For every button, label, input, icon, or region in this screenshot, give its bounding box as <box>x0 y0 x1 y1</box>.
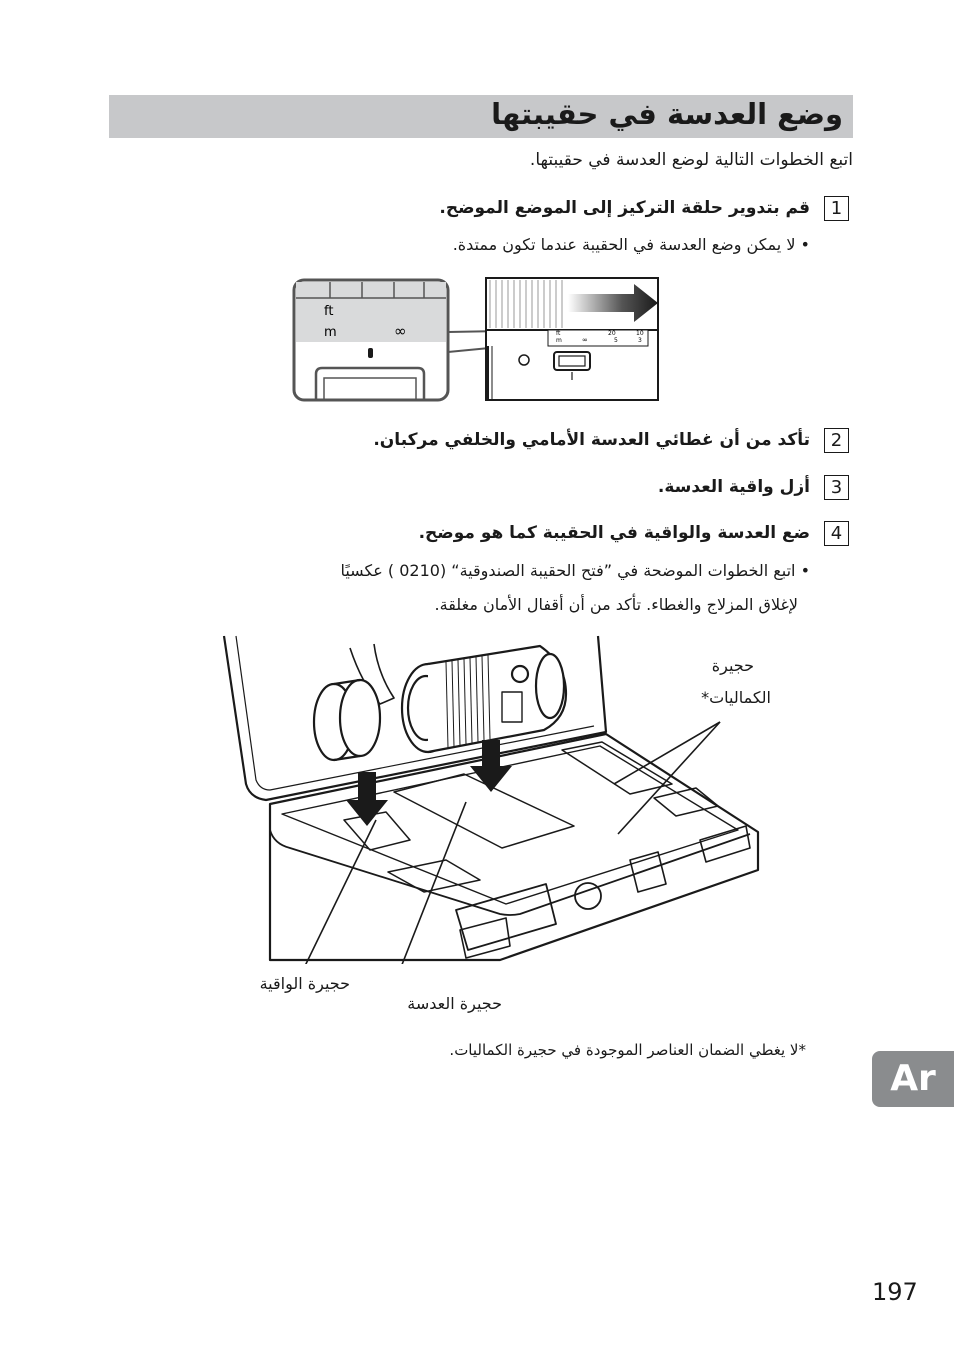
focus-index-mark <box>368 348 373 358</box>
step-number-2: 2 <box>824 428 849 453</box>
step-number-3: 3 <box>824 475 849 500</box>
barrel-m: m <box>556 337 562 344</box>
label-accessory-compartment-line-2: الكماليات* <box>701 688 771 707</box>
barrel-ft: ft <box>556 330 561 337</box>
language-tab: Ar <box>872 1051 954 1107</box>
barrel-inf: ∞ <box>582 336 588 344</box>
step-1-bullet: • لا يمكن وضع العدسة في الحقيبة عندما تكون ممتدة. <box>452 235 810 254</box>
footnote: *لا يغطي الضمان العناصر الموجودة في حجيرة الكماليات. <box>449 1041 806 1059</box>
step-number-4: 4 <box>824 521 849 546</box>
step-number-1: 1 <box>824 196 849 221</box>
section-title: وضع العدسة في حقيبتها <box>491 97 843 131</box>
label-accessory-compartment-line-1: حجيرة <box>711 656 754 675</box>
step-4-text: ضع العدسة والواقية في الحقيبة كما هو موضح. <box>418 523 810 543</box>
step-4-bullet-line-2: لإغلاق المزلاج والغطاء. تأكد من أن أقفال الأمان مغلقة. <box>434 595 798 614</box>
label-lens-compartment: حجيرة العدسة <box>407 994 502 1013</box>
intro-text: اتبع الخطوات التالية لوضع العدسة في حقيبتها. <box>529 150 853 170</box>
barrel-3: 3 <box>638 337 642 344</box>
zoom-infinity-label: ∞ <box>394 322 407 340</box>
case-figure <box>210 634 770 964</box>
label-hood-compartment: حجيرة الواقية <box>259 974 350 993</box>
step-1-text: قم بتدوير حلقة التركيز إلى الموضع الموضح. <box>439 198 810 218</box>
barrel-10: 10 <box>636 330 644 337</box>
zoom-m-label: m <box>324 325 337 340</box>
focus-ring-figure <box>290 276 670 404</box>
step-3-text: أزل واقية العدسة. <box>657 477 810 497</box>
zoom-ft-label: ft <box>324 304 334 319</box>
section-title-bar <box>109 95 853 138</box>
barrel-5: 5 <box>614 337 618 344</box>
step-4-bullet-line-1: • اتبع الخطوات الموضحة في ”فتح الحقيبة الصندوقية“ (0210 ) عكسيًا <box>340 561 810 580</box>
step-2-text: تأكد من أن غطائي العدسة الأمامي والخلفي مركبان. <box>373 430 810 450</box>
page-number: 197 <box>872 1278 918 1306</box>
barrel-20: 20 <box>608 330 616 337</box>
